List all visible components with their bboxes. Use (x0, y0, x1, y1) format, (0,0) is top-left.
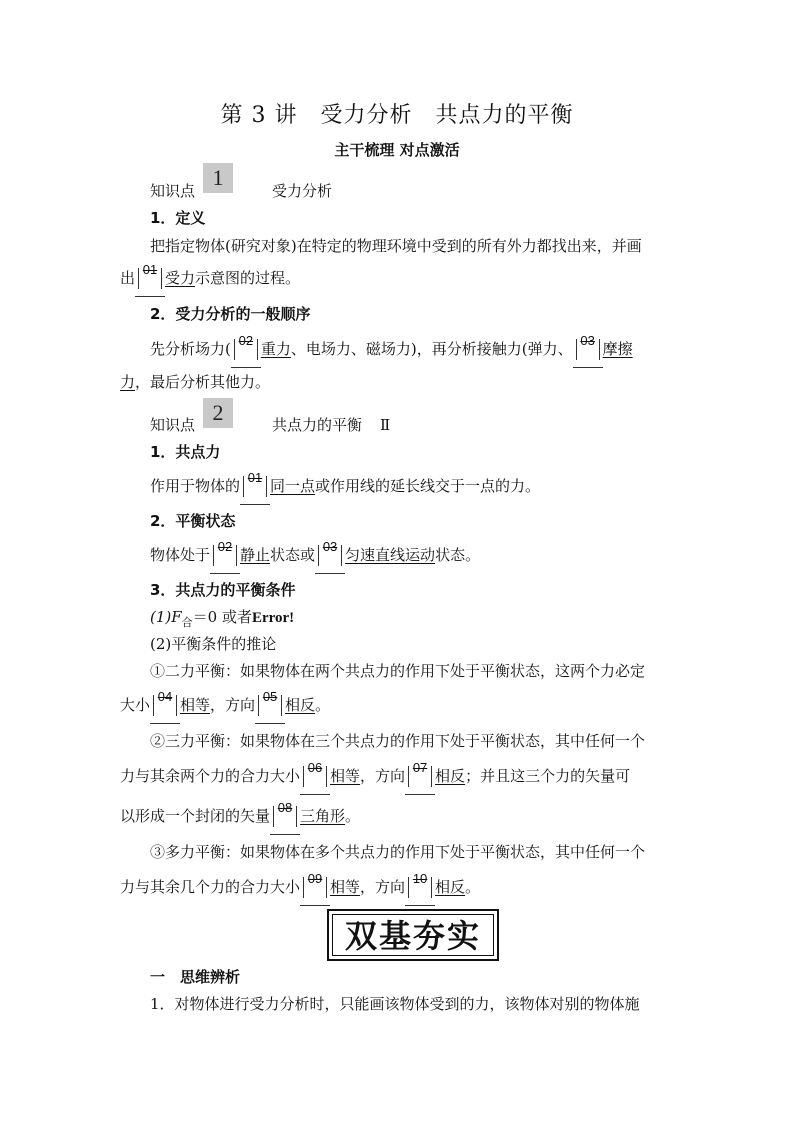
p2-line: 物体处于 02 静止状态或 03 匀速直线运动状态。 (150, 539, 481, 564)
answer-text: 静止 (240, 546, 271, 564)
p1-line: 作用于物体的 01 同一点或作用线的延长线交于一点的力。 (150, 470, 541, 495)
kp1-name: 受力分析 (272, 182, 333, 200)
s2-heading: 2．受力分析的一般顺序 (150, 305, 311, 323)
answer-number: 03 (318, 545, 342, 566)
answer-text: 相反 (285, 696, 316, 714)
answer-number: 03 (576, 339, 600, 360)
p3-inference: (2)平衡条件的推论 (150, 635, 277, 653)
kp2-label: 知识点 (150, 416, 196, 434)
s1-heading: 1．定义 (150, 209, 206, 227)
kp1-badge: 1 (203, 163, 233, 193)
p1-heading: 1．共点力 (150, 443, 221, 461)
answer-number: 10 (408, 877, 432, 898)
answer-text: 重力 (260, 340, 291, 358)
answer-number: 01 (243, 476, 267, 497)
stamp-text: 双基夯实 (332, 914, 494, 956)
answer-text: 相等 (330, 767, 361, 785)
answer-number: 04 (153, 695, 177, 716)
answer-text: 相反 (435, 767, 466, 785)
answer-number: 02 (234, 339, 258, 360)
answer-number: 05 (258, 695, 282, 716)
answer-text: 摩擦 (602, 340, 633, 358)
answer-text: 匀速直线运动 (345, 546, 436, 564)
answer-number: 06 (303, 766, 327, 787)
two-force-line2: 大小 04 相等，方向 05 相反。 (120, 689, 331, 714)
kp1-label: 知识点 (150, 182, 196, 200)
s1-line1: 把指定物体(研究对象)在特定的物理环境中受到的所有外力都找出来，并画 (150, 237, 642, 255)
answer-number: 09 (303, 877, 327, 898)
page-subtitle: 主干梳理 对点激活 (334, 141, 460, 159)
three-force-line3: 以形成一个封闭的矢量 08 三角形。 (120, 800, 361, 825)
answer-text: 相等 (330, 878, 361, 896)
answer-text: 相等 (180, 696, 211, 714)
answer-number: 01 (138, 268, 162, 289)
three-force-line2: 力与其余两个力的合力大小 06 相等，方向 07 相反；并且这三个力的矢量可 (120, 760, 631, 785)
page-title: 第 3 讲 受力分析 共点力的平衡 (220, 103, 574, 128)
multi-force-line2: 力与其余几个力的合力大小 09 相等，方向 10 相反。 (120, 871, 481, 896)
two-force-line1: ①二力平衡：如果物体在两个共点力的作用下处于平衡状态，这两个力必定 (150, 662, 646, 680)
section-stamp (327, 909, 499, 961)
think-item1: 1．对物体进行受力分析时，只能画该物体受到的力，该物体对别的物体施 (150, 995, 640, 1013)
multi-force-line1: ③多力平衡：如果物体在多个共点力的作用下处于平衡状态，其中任何一个 (150, 843, 646, 861)
answer-text: 三角形 (300, 807, 346, 825)
answer-number: 08 (273, 806, 297, 827)
p3-heading: 3．共点力的平衡条件 (150, 581, 296, 599)
think-heading: 一 思维辨析 (150, 968, 241, 986)
p3-condition: $(1)F_合=0$ 或者Error! (150, 608, 295, 629)
p2-heading: 2．平衡状态 (150, 512, 236, 530)
kp2-badge: 2 (203, 398, 233, 428)
three-force-line1: ②三力平衡：如果物体在三个共点力的作用下处于平衡状态，其中任何一个 (150, 732, 646, 750)
s2-line1: 先分析场力( 02 重力、电场力、磁场力)，再分析接触力(弹力、 03 摩擦 (150, 333, 633, 358)
answer-number: 02 (213, 545, 237, 566)
answer-text: 同一点 (270, 477, 316, 495)
s2-line2: 力，最后分析其他力。 (120, 373, 271, 391)
answer-text: 相反 (435, 878, 466, 896)
s1-line2: 出 01 受力示意图的过程。 (120, 262, 301, 287)
answer-number: 07 (408, 766, 432, 787)
kp2-name: 共点力的平衡 Ⅱ (272, 416, 391, 434)
answer-text: 受力 (165, 269, 196, 287)
